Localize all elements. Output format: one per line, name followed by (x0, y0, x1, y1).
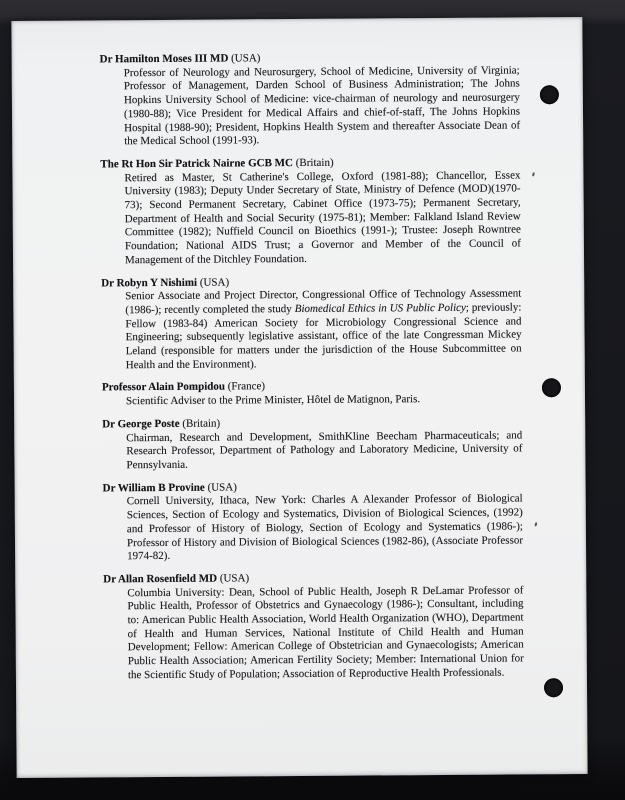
person-country: (France) (227, 380, 266, 393)
entry-body (124, 64, 521, 149)
bio-entry (101, 379, 522, 409)
bio-entry (103, 570, 524, 682)
body-text: Senior Associate and Project Director, Congressional Office of Technology Assessment (1986-); recently completed the study (125, 287, 522, 317)
body-text: Columbia University: Dean, School of Public Health, Joseph R DeLamar Professor of Public Health, Professor of Obstetrics and Gynaecology (1986-); Consultant, including to: American Public Health Association, World Health Organization (WHO), Department of Health and Human Services, National Institute of Child Health and Human Development; Fellow: American College of Obstetrician and Gynaecologists; American Public Health Association; American Fertility Society; Member: International Union for the Scientific Study of Population; Association of Reproductive Health Professionals. (127, 584, 524, 682)
person-country: (USA) (207, 481, 237, 494)
entry-body (126, 393, 522, 409)
person-name: Dr Allan Rosenfield MD (103, 572, 218, 586)
body-text: Cornell University, Ithaca, New York: Charles A Alexander Professor of Biological Sciences, Section of Ecology and Systematics, Division of Biological Sciences, (1992) and Professor of History of Biology, Section of Ecology and Systematics (1986-); Professor of History and Division of Biological Sciences (1982-86), (Associate Professor 1974-82). (126, 492, 524, 563)
entry-body (126, 429, 522, 473)
body-italic-title: Biomedical Ethics in US Public Policy (294, 301, 466, 315)
bio-entry (102, 479, 524, 564)
person-country: (USA) (199, 276, 230, 289)
body-text-cont: ; previously: Fellow (1983-84) American Society for Microbiology Congressional Science and Engineering; subsequently legislative assistant, office of the late Congressman Mickey Leland (responsible for matters under the jurisdiction of the House Subcommittee on Health and the Environment). (125, 301, 522, 371)
bio-entry (100, 155, 521, 267)
punch-hole-bottom (544, 678, 563, 697)
punch-hole-top (540, 85, 559, 104)
punch-hole-middle (542, 378, 561, 397)
person-country: (Britain) (295, 156, 334, 169)
body-text: Scientific Adviser to the Prime Minister, Hôtel de Matignon, Paris. (125, 393, 421, 408)
body-text: Retired as Master, St Catherine's College, Oxford (1981-88); Chancellor, Essex University (1983); Deputy Under Secretary of State, Ministry of Defence (MOD)(1970-73); Second Permanent Secretary, Cabinet Office (1973-75); Permanent Secretary, Department of Health and Social Security (1975-81); Member: Falkland Island Review Committee (1982); Nuffield Council on Bioethics (1991-); Trustee: Joseph Rowntree Foundation; National AIDS Trust; a Governor and Member of the Council of Management of the Ditchley Foundation. (124, 169, 521, 267)
entry-body (125, 288, 522, 373)
entry-body (127, 493, 523, 564)
person-country: (USA) (219, 572, 250, 585)
person-country: (USA) (231, 52, 261, 65)
person-name: Dr George Poste (102, 417, 180, 431)
person-name: Professor Alain Pompidou (101, 380, 226, 394)
bio-entry (99, 50, 521, 149)
entry-body (127, 584, 524, 683)
body-text: Professor of Neurology and Neurosurgery, School of Medicine, University of Virginia; Professor of Management, Darden School of Business Administration; The Johns Hopkins University School of Medicine: vice-chairman of neurology and neurosurgery (1980-88); Vice President for Medical Affairs and chief-of-staff, The Johns Hopkins Hospital (1988-90); President, Hopkins Health System and thereafter Associate Dean of the Medical School (1991-93). (123, 64, 521, 148)
person-name: Dr Robyn Y Nishimi (101, 276, 198, 289)
biography-directory (11, 17, 587, 693)
person-name: The Rt Hon Sir Patrick Nairne GCB MC (100, 156, 293, 171)
bio-entry (101, 274, 522, 373)
bio-entry (102, 415, 523, 473)
body-text: Chairman, Research and Development, SmithKline Beecham Pharmaceuticals; and Research Professor, Department of Pathology and Laboratory Medicine, University of Pennsylvania. (126, 429, 523, 472)
person-name: Dr William B Provine (102, 481, 205, 495)
paper-sheet (11, 17, 587, 778)
person-country: (Britain) (182, 417, 221, 430)
entry-body (124, 169, 521, 268)
person-name: Dr Hamilton Moses III MD (99, 52, 229, 66)
